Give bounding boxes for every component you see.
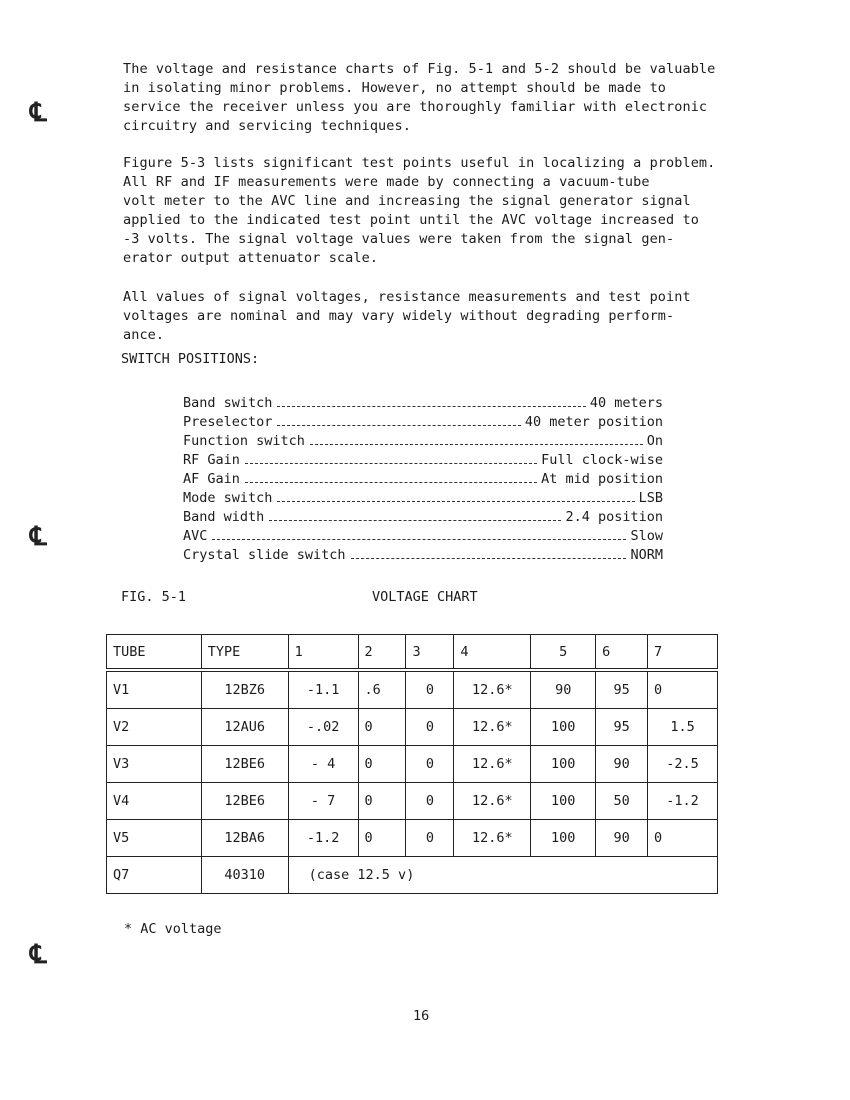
table-cell: 1.5: [648, 709, 718, 746]
table-cell: 40310: [201, 857, 288, 894]
leader-dashes: [351, 558, 627, 559]
chart-title: VOLTAGE CHART: [372, 589, 478, 605]
table-cell: Q7: [107, 857, 202, 894]
intro-paragraph: The voltage and resistance charts of Fig. 5-1 and 5-2 should be valuable in isolating minor problems. However, no attempt should be made to service the receiver unless you are thoroughly familiar with electronic circuitry and servicing techniques.: [123, 61, 716, 134]
table-cell: 12.6*: [454, 820, 531, 857]
binder-hole-mark: ℄: [30, 98, 47, 128]
table-cell: V4: [107, 783, 202, 820]
table-cell: -1.1: [288, 670, 358, 709]
column-header: 1: [288, 635, 358, 671]
setting-row: [183, 527, 663, 546]
binder-hole-mark: ℄: [30, 940, 47, 970]
table-cell: 12BE6: [201, 746, 288, 783]
table-cell: -1.2: [648, 783, 718, 820]
column-header: 4: [454, 635, 531, 671]
table-row: [107, 857, 718, 894]
table-cell: V5: [107, 820, 202, 857]
nominal-values-paragraph: All values of signal voltages, resistance measurements and test point voltages are nominal and may vary widely without degrading perform- ance.: [123, 289, 691, 343]
setting-value: 2.4 position: [565, 509, 663, 525]
setting-value: On: [646, 433, 663, 449]
table-header-row: [107, 635, 718, 671]
table-cell: 12BA6: [201, 820, 288, 857]
table-cell: 90: [596, 820, 648, 857]
switch-positions-heading: SWITCH POSITIONS:: [121, 351, 260, 367]
leader-dashes: [245, 463, 537, 464]
leader-dashes: [212, 539, 626, 540]
footnote: * AC voltage: [124, 921, 222, 937]
table-row: [107, 783, 718, 820]
figure-label: FIG. 5-1: [121, 589, 187, 605]
setting-value: Slow: [630, 528, 663, 544]
table-cell: 12.6*: [454, 783, 531, 820]
table-cell: .6: [358, 670, 406, 709]
setting-row: [183, 451, 663, 470]
test-points-paragraph: Figure 5-3 lists significant test points useful in localizing a problem. All RF and IF measurements were made by connecting a vacuum-tube volt meter to the AVC line and increasing the signal generator signal applied to the indicated test point until the AVC voltage increased to -3 volts. The signal voltage values were taken from the signal gen- erator output attenuator scale.: [123, 155, 716, 266]
table-cell: -.02: [288, 709, 358, 746]
setting-label: AVC: [183, 528, 208, 544]
setting-label: Function switch: [183, 433, 305, 449]
setting-row: [183, 508, 663, 527]
page-number: 16: [413, 1008, 430, 1024]
table-cell: 100: [531, 820, 596, 857]
table-cell: (case 12.5 v): [288, 857, 717, 894]
setting-label: Band switch: [183, 395, 273, 411]
table-cell: 50: [596, 783, 648, 820]
table-cell: 0: [648, 820, 718, 857]
setting-label: Mode switch: [183, 490, 273, 506]
setting-label: Band width: [183, 509, 265, 525]
table-cell: 12AU6: [201, 709, 288, 746]
setting-value: LSB: [638, 490, 663, 506]
setting-row: [183, 489, 663, 508]
table-cell: 95: [596, 670, 648, 709]
table-row: [107, 746, 718, 783]
table-cell: 0: [406, 746, 454, 783]
table-cell: 12BZ6: [201, 670, 288, 709]
table-cell: 100: [531, 709, 596, 746]
table-cell: 100: [531, 783, 596, 820]
setting-label: AF Gain: [183, 471, 240, 487]
table-cell: 100: [531, 746, 596, 783]
table-cell: 0: [406, 709, 454, 746]
setting-label: Crystal slide switch: [183, 547, 346, 563]
table-cell: 0: [406, 820, 454, 857]
setting-row: [183, 394, 663, 413]
table-cell: 0: [358, 709, 406, 746]
table-row: [107, 709, 718, 746]
table-cell: 12.6*: [454, 746, 531, 783]
table-cell: 90: [531, 670, 596, 709]
table-cell: 0: [648, 670, 718, 709]
setting-value: NORM: [630, 547, 663, 563]
setting-label: RF Gain: [183, 452, 240, 468]
leader-dashes: [277, 406, 585, 407]
setting-row: [183, 432, 663, 451]
column-header: 7: [648, 635, 718, 671]
setting-row: [183, 546, 663, 565]
table-cell: - 4: [288, 746, 358, 783]
binder-hole-mark: ℄: [30, 522, 47, 552]
switch-positions-list: [183, 394, 663, 565]
table-cell: V2: [107, 709, 202, 746]
setting-label: Preselector: [183, 414, 273, 430]
setting-row: [183, 413, 663, 432]
table-cell: 12.6*: [454, 670, 531, 709]
leader-dashes: [269, 520, 561, 521]
table-cell: 0: [358, 820, 406, 857]
table-cell: 0: [406, 670, 454, 709]
table-cell: - 7: [288, 783, 358, 820]
setting-value: Full clock-wise: [541, 452, 663, 468]
leader-dashes: [277, 425, 520, 426]
table-cell: 0: [358, 783, 406, 820]
column-header: 3: [406, 635, 454, 671]
leader-dashes: [310, 444, 643, 445]
column-header: TUBE: [107, 635, 202, 671]
table-cell: 12BE6: [201, 783, 288, 820]
table-row: [107, 820, 718, 857]
setting-value: 40 meter position: [524, 414, 663, 430]
leader-dashes: [277, 501, 634, 502]
column-header: 5: [531, 635, 596, 671]
column-header: 2: [358, 635, 406, 671]
setting-row: [183, 470, 663, 489]
column-header: 6: [596, 635, 648, 671]
table-cell: -1.2: [288, 820, 358, 857]
table-row: [107, 670, 718, 709]
table-cell: 12.6*: [454, 709, 531, 746]
table-cell: 0: [358, 746, 406, 783]
column-header: TYPE: [201, 635, 288, 671]
table-cell: -2.5: [648, 746, 718, 783]
table-cell: V3: [107, 746, 202, 783]
table-cell: 90: [596, 746, 648, 783]
table-cell: 0: [406, 783, 454, 820]
table-cell: 95: [596, 709, 648, 746]
setting-value: At mid position: [541, 471, 663, 487]
table-cell: V1: [107, 670, 202, 709]
leader-dashes: [245, 482, 537, 483]
setting-value: 40 meters: [589, 395, 663, 411]
voltage-chart-table: [106, 634, 718, 894]
